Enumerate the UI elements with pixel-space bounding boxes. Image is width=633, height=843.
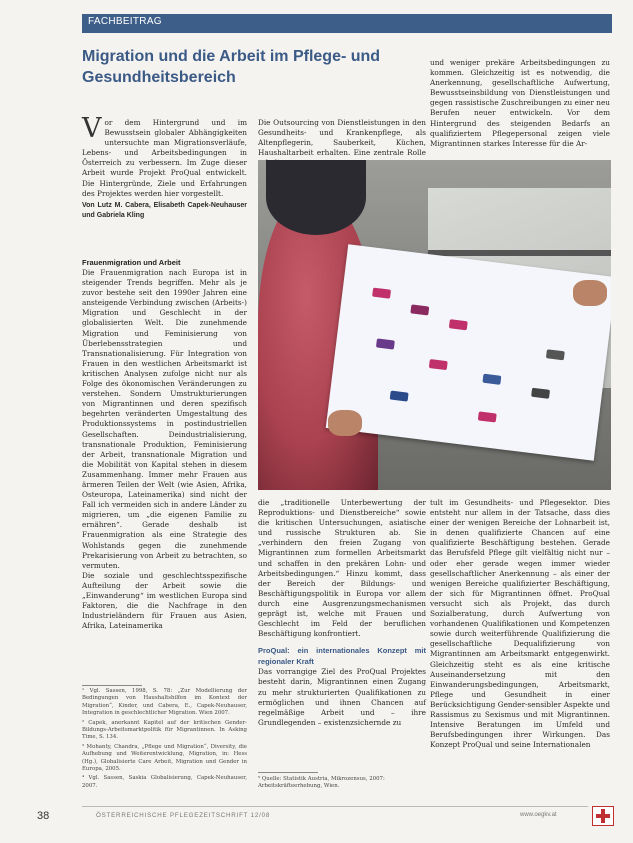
footnote-rule-col2 bbox=[258, 772, 318, 773]
footnote-1: ¹ Vgl. Sassen, 1998, S. 78: „Zur Modellierung der Bedingungen von Haushaltshilfen im Kontext der Migration“, Kinder, und Cabera, E., Capek-Neuhauser, Integration in geschlechtlicher Migration. Wien 2007. bbox=[82, 688, 247, 717]
column-3-top-text: und weniger prekäre Arbeitsbedingungen zu kommen. Gleichzeitig ist es notwendig, die Anerkennung, gesellschaftliche Aufwertung, Bewusstseinsbildung von Dienstleistungen und gegen rassistische Zuschreibungen zu einer neu Berufen neuer entwickeln. Vor dem Hintergrund des steigenden Bedarfs an qualifiziertem Pflegepersonal zeigen viele Migrantinnen starkes Interesse für die Ar- bbox=[430, 58, 610, 148]
footnote-rule bbox=[82, 685, 142, 686]
footnote-col2: ⁵ Quelle: Statistik Austria, Mikrozensus, 2007: Arbeitskräfteerhebung, Wien. bbox=[258, 776, 385, 790]
column-2-lower bbox=[258, 498, 426, 728]
footnote-4: ⁴ Vgl. Sassen, Saskia Globalisierung, Capek-Neuhauser, 2007. bbox=[82, 775, 247, 789]
photo-hand-left bbox=[328, 410, 362, 436]
footer-rule bbox=[82, 806, 588, 807]
cross-logo-icon bbox=[592, 806, 614, 826]
article-headline: Migration und die Arbeit im Pflege- und Gesundheitsbereich bbox=[82, 48, 381, 86]
column-2-lower-text: die „traditionelle Unterbewertung der Reproduktions- und Dienstbereiche“ sowie die kritischen Untersuchungen, asiatische und russische Strukturen ab. Sie „verhindern den freien Zugang von Migrantinnen zum formellen Arbeitsmarkt und schaffen in den prekären Lohn- und Arbeitsbedingungen.“ Hinzu kommt, dass der Bereich der Bildungs- und Beschäftigungspolitik in Europa vor allem durch eine Ausgrenzungsmechanismen geprägt ist, welche mit Frauen und Geschlecht im Feld der beruflichen Beschäftigung konfrontiert. bbox=[258, 498, 426, 639]
journal-website: www.oegkv.at bbox=[520, 812, 557, 818]
column-3-top bbox=[430, 58, 610, 149]
section-heading-frauenmigration: Frauenmigration und Arbeit bbox=[82, 258, 181, 267]
column-3-lower-text: tult im Gesundheits- und Pflegesektor. Dies entsteht nur allem in der Tatsache, dass dies einer der wenigen Bereiche der Lohnarbeit ist, in denen qualifizierte Chancen auf eine qualifizierte Beschäftigung bestehen. Gerade das Berufsfeld Pflege gilt vielfältig nicht nur – oder eher gerade wegen immer wieder gesellschaftlicher Anerkennung – als einer der wenigen Bereiche qualifizierter Beschäftigung, der sich für Migrantinnen öffnet. ProQual versucht sich als Projekt, das durch Sozialberatung, durch Aufwertung von vorhandenen Qualifikationen und Kompetenzen sowie durch weiterführende Qualifizierung die gesellschaftliche Dequalifizierung von Migrantinnen am Arbeitsmarkt entgegenwirkt. Gleichzeitig steht es als eine kritische Auseinandersetzung mit den Einwanderungsbedingungen, Arbeitsmarkt, Pflege und Gesundheit in einer Berücksichtigung Gender-sensibler Aspekte und Rassismus zu Sexismus und mit Migrantinnen. Intensive Beratungen im Umfeld und Berufsbedingungen ihrer Wirkungen. Das Konzept ProQual und seine Internationalen bbox=[430, 498, 610, 750]
section-heading-proqual: ProQual: ein internationales Konzept mit regionaler Kraft bbox=[258, 646, 426, 667]
photo-certificate bbox=[326, 244, 611, 461]
page-number: 38 bbox=[37, 810, 50, 822]
intro-text: or dem Hintergrund und im Bewusstsein globaler Abhängigkeiten untersuchte man Migrationsverläufe, Lebens- und Arbeitsbedingungen in Österreich zu verbessern. Im Zuge dieser Arbeit wurde Projekt ProQual entwickelt. Die Hintergründe, Ziele und Erfahrungen des Projektes werden hier vorgestellt. bbox=[82, 118, 247, 198]
footnote-2: ² Capek, anerkannt Kapitel auf der kritischen Gender-Bildungs-Arbeitsmarktpolitik für Migrantinnen. In Asking Time, S. 134. bbox=[82, 719, 247, 741]
section-body-proqual: Das vorrangige Ziel des ProQual Projektes besteht darin, Migrantinnen einen Zugang zu mehr strukturierten Qualifikationen zu ermöglichen und ihnen Chancen auf regelmäßige Arbeit und – ihre Grundlegenden – existenzsichernde zu bbox=[258, 667, 426, 727]
footnote-3: ³ Mohanty, Chandra, „Pflege und Migration“, Diversity, die Aufhebung und Weiterentwicklung, Migration, in: Hess (Hg.), Globalisierte Care Arbeit, Migration und Gender in Europa, 2005. bbox=[82, 743, 247, 773]
dropcap: V bbox=[82, 113, 102, 144]
rubric-bar bbox=[82, 14, 612, 33]
photo-headscarf bbox=[266, 160, 366, 235]
article-photo bbox=[258, 160, 611, 490]
photo-hand-right bbox=[573, 280, 607, 306]
article-intro bbox=[82, 113, 247, 221]
author-line: Von Lutz M. Cabera, Elisabeth Capek-Neuhauser und Gabriela Kling bbox=[82, 201, 247, 219]
journal-name: ÖSTERREICHISCHE PFLEGEZEITSCHRIFT 12/08 bbox=[96, 812, 271, 819]
rubric-label: FACHBEITRAG bbox=[88, 16, 162, 27]
footnotes bbox=[82, 688, 247, 792]
column-2-top-text: Die Outsourcing von Dienstleistungen in den Gesundheits- und Krankenpflege, als Altenpflegerin, Sauberkeit, Küchen, Haushaltarbeit erhalten. Eine zentrale Rolle bbox=[258, 118, 426, 158]
column-3-lower bbox=[430, 498, 610, 750]
column-1 bbox=[82, 254, 247, 696]
section-body-frauenmigration: Die Frauenmigration nach Europa ist in steigender Trends begriffen. Mehr als je zuvor bestehe seit den 1990er Jahren eine ansteigende Verbindung zwischen (Arbeits-) Migration und Geschlecht in der globalisierten Welt. Die zunehmende Migration und Feminisierung von Überlebensstrategien und Transnationalisierung. Für Integration von Frauen in den westlichen Arbeitsmarkt ist kritischen Analysen zufolge nicht nur als Folge des ökonomischen Veränderungen zu verstehen. Sondern Umstrukturierungen von Migrantinnen und deren spezifisch begehrten veränderten Umgestaltung des Produktionssystems in postindustriellen Gesellschaften. Deindustrialisierung, transnationale Produktion, Feminisierung der Arbeit, transnationale Migration und die Mobilität von Kapital stehen in diesem Zusammenhang. Immer mehr Frauen aus ärmeren Teilen der Welt (wie Asien, Afrika, Osteuropa, Lateinamerika) sind nicht der Fall ich vermeiden sich in andere Länder zu migrieren, um „die eigenen Familie zu ernähren“. Gerade deshalb ist Frauenmigration als eine Strategie des Wohlstands gegen die zunehmende Prekarisierung von Arbeit zu betrachten, so vermuten. Die soziale und geschlechtsspezifische Aufteilung der Arbeit sowie die „Einwanderung“ im westlichen Europa sind Faktoren, die die Nachfrage in den Industrieländern für Frauen aus Asien, Afrika, Lateinamerika bbox=[82, 268, 247, 631]
